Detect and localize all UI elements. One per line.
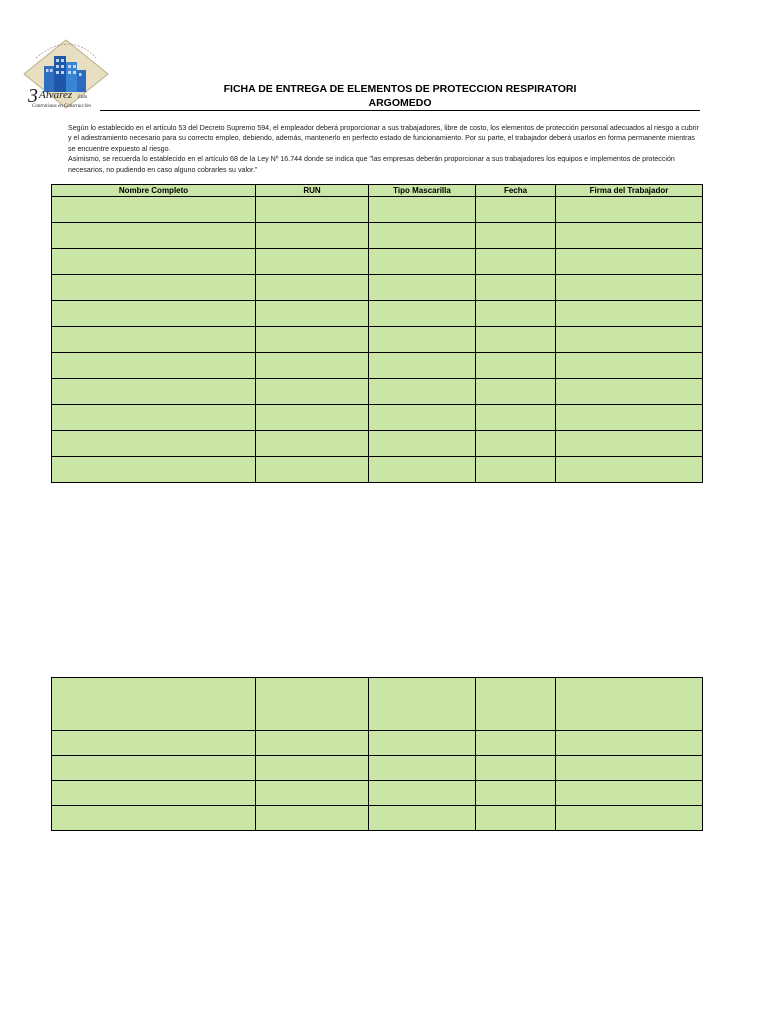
table-row [52, 379, 703, 405]
table-cell[interactable] [556, 353, 703, 379]
col-nombre-completo: Nombre Completo [52, 185, 256, 197]
table-row [52, 405, 703, 431]
table-cell[interactable] [52, 275, 256, 301]
table-cell[interactable] [556, 678, 703, 731]
secondary-table-header-row [52, 678, 703, 731]
table-cell[interactable] [369, 678, 476, 731]
delivery-table-body [52, 197, 703, 483]
table-cell[interactable] [256, 806, 369, 831]
legal-paragraph-2: Asimismo, se recuerda lo establecido en el artículo 68 de la Ley Nº 16.744 donde se indica que "las empresas deberán proporcionar a sus trabajadores los equipos e implementos de protección necesarios, no pudiendo en caso alguno cobrarles su valor." [68, 155, 675, 174]
table-row [52, 731, 703, 756]
document-title: FICHA DE ENTREGA DE ELEMENTOS DE PROTECCION RESPIRATORI [223, 83, 577, 95]
table-cell[interactable] [52, 781, 256, 806]
delivery-table [51, 184, 703, 483]
table-cell[interactable] [476, 457, 556, 483]
table-cell[interactable] [476, 275, 556, 301]
col-run: RUN [256, 185, 369, 197]
table-cell[interactable] [369, 301, 476, 327]
document-subtitle: ARGOMEDO [368, 97, 432, 109]
table-cell[interactable] [52, 249, 256, 275]
col-firma-trabajador: Firma del Trabajador [556, 185, 703, 197]
table-cell[interactable] [369, 223, 476, 249]
table-cell[interactable] [256, 197, 369, 223]
table-cell[interactable] [556, 806, 703, 831]
table-header-row [52, 185, 703, 197]
table-cell[interactable] [476, 249, 556, 275]
table-cell[interactable] [52, 405, 256, 431]
table-cell[interactable] [52, 457, 256, 483]
table-cell[interactable] [256, 781, 369, 806]
table-cell[interactable] [256, 678, 369, 731]
table-cell[interactable] [369, 249, 476, 275]
table-cell[interactable] [476, 405, 556, 431]
table-cell[interactable] [256, 756, 369, 781]
company-logo [22, 38, 110, 110]
table-cell[interactable] [476, 431, 556, 457]
table-cell[interactable] [476, 379, 556, 405]
table-row [52, 327, 703, 353]
table-cell[interactable] [476, 223, 556, 249]
table-cell[interactable] [369, 379, 476, 405]
table-cell[interactable] [52, 756, 256, 781]
table-cell[interactable] [256, 457, 369, 483]
table-cell[interactable] [556, 431, 703, 457]
svg-text:Ltda: Ltda [78, 95, 88, 100]
table-cell[interactable] [369, 197, 476, 223]
table-cell[interactable] [369, 405, 476, 431]
table-cell[interactable] [256, 379, 369, 405]
table-cell[interactable] [52, 301, 256, 327]
table-row [52, 806, 703, 831]
col-tipo-mascarilla: Tipo Mascarilla [369, 185, 476, 197]
title-underline [100, 110, 700, 111]
table-cell[interactable] [256, 249, 369, 275]
table-cell[interactable] [476, 806, 556, 831]
table-cell[interactable] [369, 806, 476, 831]
table-cell[interactable] [52, 678, 256, 731]
svg-text:Alvarez: Alvarez [39, 89, 73, 101]
table-cell[interactable] [556, 275, 703, 301]
table-cell[interactable] [476, 197, 556, 223]
table-row [52, 781, 703, 806]
table-row [52, 353, 703, 379]
table-cell[interactable] [52, 431, 256, 457]
table-cell[interactable] [369, 431, 476, 457]
table-cell[interactable] [556, 405, 703, 431]
table-row [52, 275, 703, 301]
table-row [52, 249, 703, 275]
svg-text:3: 3 [28, 85, 38, 107]
table-cell[interactable] [52, 353, 256, 379]
table-cell[interactable] [52, 327, 256, 353]
table-cell[interactable] [556, 223, 703, 249]
table-cell[interactable] [556, 327, 703, 353]
table-cell[interactable] [556, 731, 703, 756]
table-cell[interactable] [556, 249, 703, 275]
table-cell[interactable] [369, 781, 476, 806]
table-row [52, 431, 703, 457]
table-row [52, 457, 703, 483]
table-cell[interactable] [52, 197, 256, 223]
table-cell[interactable] [52, 223, 256, 249]
table-cell[interactable] [256, 731, 369, 756]
table-cell[interactable] [256, 353, 369, 379]
table-cell[interactable] [369, 327, 476, 353]
table-cell[interactable] [476, 781, 556, 806]
table-row [52, 197, 703, 223]
table-cell[interactable] [556, 379, 703, 405]
table-cell[interactable] [52, 731, 256, 756]
table-cell[interactable] [52, 806, 256, 831]
table-cell[interactable] [256, 301, 369, 327]
table-cell[interactable] [369, 275, 476, 301]
table-cell[interactable] [476, 353, 556, 379]
table-cell[interactable] [476, 327, 556, 353]
table-cell[interactable] [52, 379, 256, 405]
legal-paragraph-1: Según lo establecido en el artículo 53 del Decreto Supremo 594, el empleador deberá proporcionar a sus trabajadores, libre de costo, los elementos de protección personal adecuados al riesgo a cubrir y el adiestramiento necesario para su correcto empleo, debiendo, además, mantenerlo en perfecto estado de funcionamiento. Por su parte, el trabajador deberá usarlos en forma permanente mientras se encuentre expuesto al riesgo. [68, 124, 699, 153]
table-row [52, 301, 703, 327]
table-cell[interactable] [256, 431, 369, 457]
building-logo-icon [22, 38, 110, 110]
table-cell[interactable] [476, 756, 556, 781]
table-cell[interactable] [556, 301, 703, 327]
table-row [52, 223, 703, 249]
table-cell[interactable] [556, 781, 703, 806]
table-row [52, 756, 703, 781]
table-cell[interactable] [369, 731, 476, 756]
svg-text:Contratistas en Construcción: Contratistas en Construcción [32, 104, 91, 109]
legal-notice [68, 123, 700, 175]
secondary-table-body [52, 678, 703, 831]
secondary-table [51, 677, 703, 831]
table-cell[interactable] [369, 457, 476, 483]
table-cell[interactable] [369, 756, 476, 781]
table-cell[interactable] [556, 756, 703, 781]
table-cell[interactable] [476, 301, 556, 327]
col-fecha: Fecha [476, 185, 556, 197]
table-cell[interactable] [256, 327, 369, 353]
table-cell[interactable] [556, 457, 703, 483]
table-cell[interactable] [256, 275, 369, 301]
table-cell[interactable] [476, 678, 556, 731]
table-cell[interactable] [476, 731, 556, 756]
table-cell[interactable] [256, 405, 369, 431]
table-cell[interactable] [369, 353, 476, 379]
table-cell[interactable] [256, 223, 369, 249]
table-cell[interactable] [556, 197, 703, 223]
